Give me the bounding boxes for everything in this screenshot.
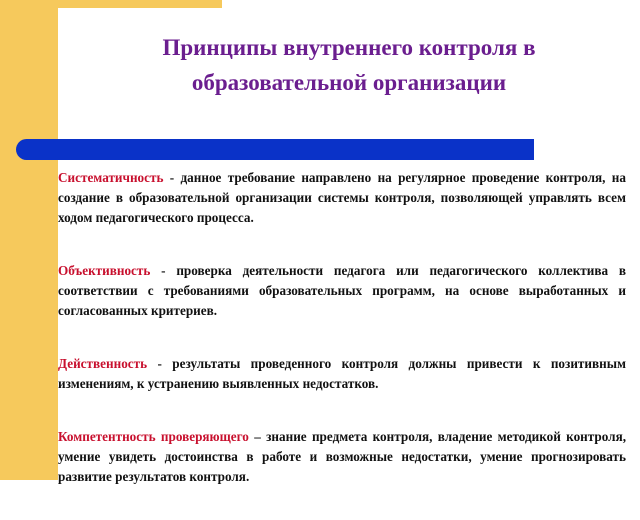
- principle-term: Объективность: [58, 263, 151, 278]
- slide-title-line-2: образовательной организации: [191, 70, 507, 95]
- principle-description: - данное требование направлено на регулярное проведение контроля, на создание в образовательной организации системы контроля, позволяющей управлять всем ходом педагогического процесса.: [58, 170, 626, 225]
- slide-title: [58, 30, 640, 100]
- principle-paragraph: [58, 354, 626, 394]
- principle-term: Компетентность проверяющего: [58, 429, 249, 444]
- principle-description: – знание предмета контроля, владение методикой контроля, умение увидеть достоинства в работе и возможные недостатки, умение прогнозировать развитие результатов контроля.: [58, 429, 627, 484]
- decorative-divider-bar: [16, 139, 534, 160]
- left-decor-band: [0, 0, 58, 480]
- principle-term: Действенность: [58, 356, 148, 371]
- principles-list: [58, 168, 626, 520]
- principle-term: Систематичность: [58, 170, 164, 185]
- slide-title-line-1: Принципы внутреннего контроля в: [162, 35, 536, 60]
- principle-paragraph: [58, 427, 626, 487]
- principle-paragraph: [58, 261, 626, 321]
- top-decor-band: [0, 0, 222, 8]
- principle-paragraph: [58, 168, 626, 228]
- principle-description: - результаты проведенного контроля должны привести к позитивным изменениям, к устранению выявленных недостатков.: [58, 356, 626, 391]
- principle-description: - проверка деятельности педагога или педагогического коллектива в соответствии с требованиями образовательных программ, на основе выработанных и согласованных критериев.: [58, 263, 626, 318]
